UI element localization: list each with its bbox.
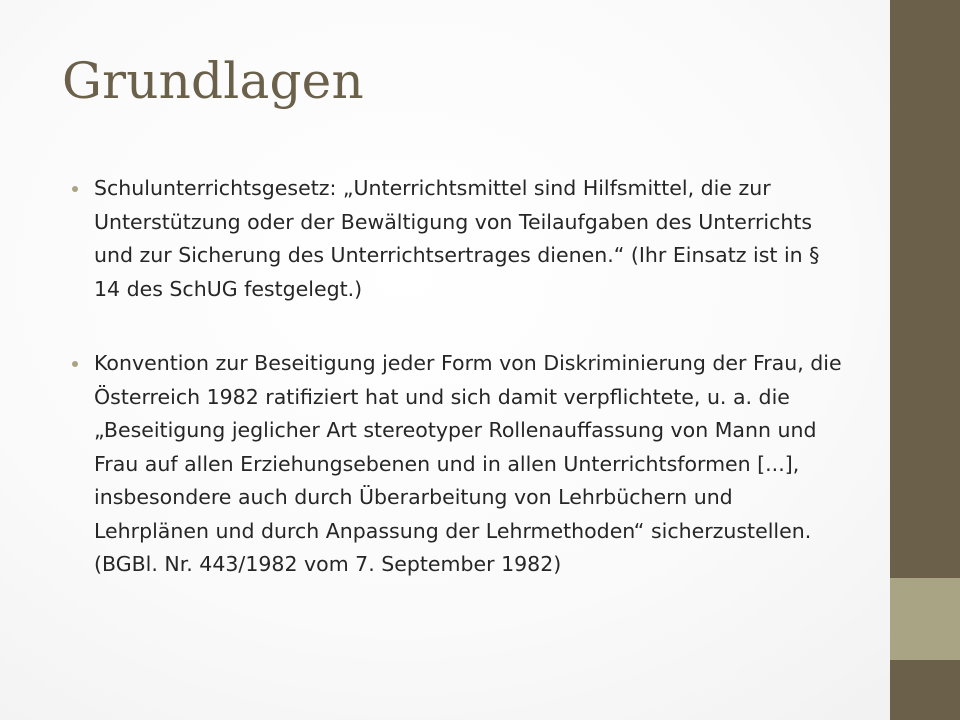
bullet-dot-icon	[72, 361, 78, 367]
bullet-list	[72, 172, 842, 623]
bullet-dot-icon	[72, 186, 78, 192]
bullet-text: Schulunterrichtsgesetz: „Unterrichtsmittel sind Hilfsmittel, die zur Unterstützung oder der Bewältigung von Teilaufgaben des Unterrichts und zur Sicherung des Unterrichtsertrages dienen.“ (Ihr Einsatz ist in § 14 des SchUG festgelegt.)	[94, 176, 820, 301]
decorative-sidebar-band	[890, 578, 960, 660]
decorative-sidebar	[890, 0, 960, 720]
bullet-item	[72, 347, 842, 582]
slide-title: Grundlagen	[62, 52, 364, 110]
bullet-text: Konvention zur Beseitigung jeder Form von Diskriminierung der Frau, die Österreich 1982 ratifiziert hat und sich damit verpflichtete, u. a. die „Beseitigung jeglicher Art stereotyper Rollenauffassung von Mann und Frau auf allen Erziehungsebenen und in allen Unterrichtsformen [...], insbesondere auch durch Überarbeitung von Lehrbüchern und Lehrplänen und durch Anpassung der Lehrmethoden“ sicherzustellen. (BGBl. Nr. 443/1982 vom 7. September 1982)	[94, 351, 842, 576]
bullet-item	[72, 172, 842, 306]
